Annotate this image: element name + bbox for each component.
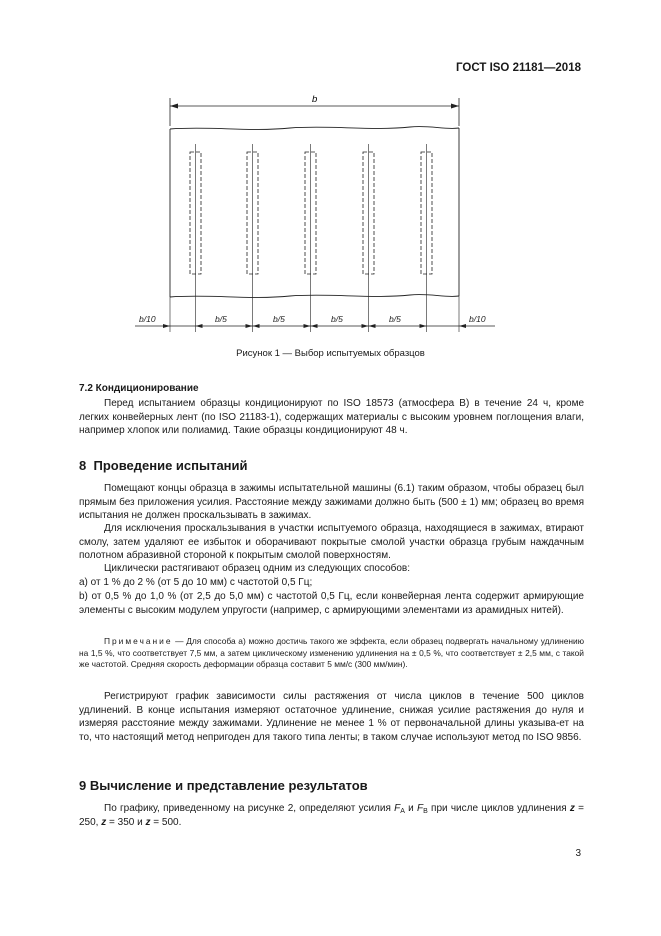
method-item-b: b) от 0,5 % до 1,0 % (от 2,5 до 5,0 мм) с частотой 0,5 Гц, если конвейерная лента содержит армирующие элементы с высоким модулем упругости (например, с армирующими элементами из арамидных нитей).: [79, 591, 584, 616]
section-9-heading: [79, 778, 368, 793]
dim-label-gap-2: b/5: [273, 314, 285, 324]
dim-label-gap-4: b/5: [389, 314, 401, 324]
method-item-a: а) от 1 % до 2 % (от 5 до 10 мм) с частотой 0,5 Гц;: [79, 577, 313, 588]
section-8-paragraph-4: Регистрируют график зависимости силы растяжения от числа циклов в течение 500 циклов удлинений. В конце испытания измеряют остаточное удлинение, снижая усилие растяжения до нуля и измеряя расстояние между зажимами. Удлинение не менее 1 % от первоначальной длины указыва-ет на то, что настоящий метод непригоден для такого типа ленты; в таком случае используют метод по ISO 9856.: [79, 691, 584, 743]
arrow-left-icon: [170, 104, 178, 109]
section-8-paragraph-2: Для исключения проскальзывания в участки испытуемого образца, находящиеся в зажимах, втирают смолу, затем удаляют ее избыток и оборачивают покрытые смолой участки образца грубым наждачным полотном абразивной стороной к покрытым смолой поверхностям.: [79, 523, 584, 561]
section-8-heading: [79, 458, 248, 473]
section-9-title: Вычисление и представление результатов: [89, 778, 368, 793]
belt-bottom-edge: [170, 295, 459, 298]
section-9-number: 9: [79, 778, 87, 793]
dim-label-left-edge: b/10: [139, 314, 156, 324]
section-8-paragraph-1: Помещают концы образца в зажимы испытательной машины (6.1) таким образом, чтобы образец был прямым без приложения усилия. Расстояние между зажимами должно быть (500 ± 1) мм; образец во время испытания не должен проскальзывать в зажимах.: [79, 483, 584, 521]
dim-label-right-edge: b/10: [469, 314, 486, 324]
specimen-selection-figure: [120, 86, 520, 336]
section-7-2-heading: 7.2 Кондиционирование: [79, 383, 199, 394]
page-number: 3: [575, 848, 581, 859]
note-block: [79, 636, 584, 671]
note-text: — Для способа а) можно достичь такого же эффекта, если образец подвергать начальному удлинению на 1,5 %, что соответствует 7,5 мм, а затем циклическому изменению удлинения на ± 0,5 %, что соответствует ± 2,5 мм, с такой же частотой. Средняя скорость деформации образца составит 5 мм/с (300 мм/мин).: [79, 636, 584, 670]
belt-top-edge: [170, 127, 459, 130]
section-8-number: 8: [79, 458, 87, 473]
document-code-header: ГОСТ ISO 21181—2018: [456, 62, 581, 74]
dim-label-gap-3: b/5: [331, 314, 343, 324]
section-7-2-paragraph: Перед испытанием образцы кондиционируют по ISO 18573 (атмосфера В) в течение 24 ч, кроме легких конвейерных лент (по ISO 21183-1), содержащих материалы с высоким уровнем поглощения влаги, например хлопок или полиамид. Такие образцы кондиционируют 48 ч.: [79, 398, 584, 436]
figure-caption: Рисунок 1 — Выбор испытуемых образцов: [236, 348, 425, 359]
section-8-title: Проведение испытаний: [93, 458, 248, 473]
section-8-paragraph-3: Циклически растягивают образец одним из следующих способов:: [104, 563, 411, 574]
dim-label-b: b: [312, 94, 318, 105]
section-9-paragraph: По графику, приведенному на рисунке 2, определяют усилия $F_A$ и $F_B$ при числе циклов удлинения z = 250, z = 350 и z = 500.: [79, 803, 584, 828]
arrow-right-icon: [451, 104, 459, 109]
dim-label-gap-1: b/5: [215, 314, 227, 324]
note-label: Примечание: [104, 636, 173, 646]
